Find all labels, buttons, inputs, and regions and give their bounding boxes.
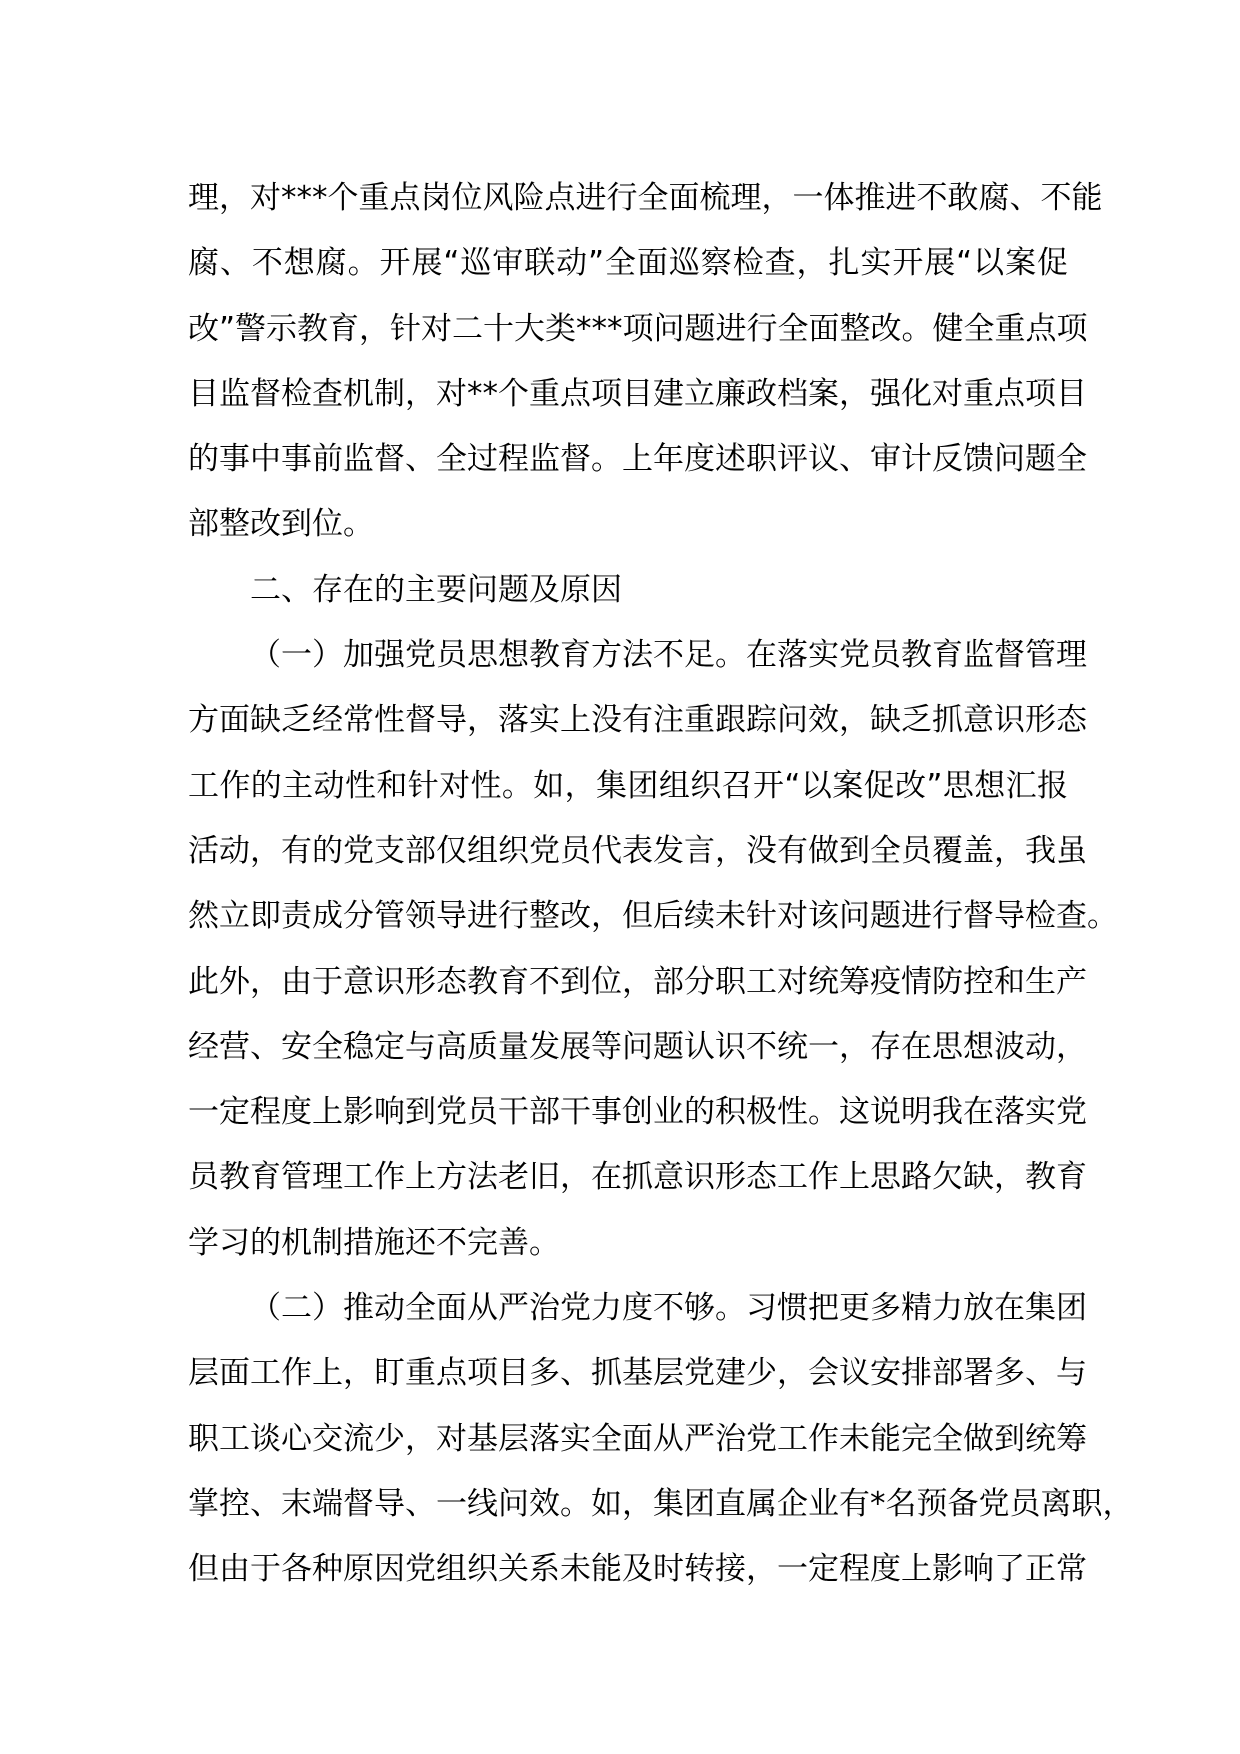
paragraph-line: 目监督检查机制，对**个重点项目建立廉政档案，强化对重点项目	[188, 375, 1087, 412]
paragraph-line: 员教育管理工作上方法老旧，在抓意识形态工作上思路欠缺，教育	[188, 1159, 1087, 1196]
paragraph-line: 然立即责成分管领导进行整改，但后续未针对该问题进行督导检查。	[188, 898, 1118, 935]
paragraph-line: 腐、不想腐。开展“巡审联动”全面巡察检查，扎实开展“以案促	[188, 245, 1068, 282]
paragraph-line: 工作的主动性和针对性。如，集团组织召开“以案促改”思想汇报	[188, 767, 1068, 804]
paragraph-line: 职工谈心交流少，对基层落实全面从严治党工作未能完全做到统筹	[188, 1420, 1087, 1457]
paragraph-line: 改”警示教育，针对二十大类***项问题进行全面整改。健全重点项	[188, 310, 1088, 347]
paragraph-line: 经营、安全稳定与高质量发展等问题认识不统一，存在思想波动，	[188, 1028, 1087, 1065]
paragraph-line: 的事中事前监督、全过程监督。上年度述职评议、审计反馈问题全	[188, 441, 1087, 478]
paragraph-line: 层面工作上，盯重点项目多、抓基层党建少，会议安排部署多、与	[188, 1355, 1087, 1392]
paragraph-line: 方面缺乏经常性督导，落实上没有注重跟踪问效，缺乏抓意识形态	[188, 702, 1087, 739]
paragraph-line: 此外，由于意识形态教育不到位，部分职工对统筹疫情防控和生产	[188, 963, 1087, 1000]
document-body	[188, 166, 1134, 1603]
paragraph-line: 掌控、末端督导、一线问效。如，集团直属企业有*名预备党员离职，	[188, 1485, 1134, 1522]
paragraph-line: 但由于各种原因党组织关系未能及时转接，一定程度上影响了正常	[188, 1551, 1087, 1588]
paragraph-line: 活动，有的党支部仅组织党员代表发言，没有做到全员覆盖，我虽	[188, 832, 1087, 869]
paragraph-line: （一）加强党员思想教育方法不足。在落实党员教育监督管理	[250, 637, 1087, 674]
paragraph-line: 学习的机制措施还不完善。	[188, 1224, 560, 1261]
paragraph-line: 一定程度上影响到党员干部干事创业的积极性。这说明我在落实党	[188, 1094, 1087, 1131]
paragraph-line: 部整改到位。	[188, 506, 374, 543]
paragraph-line: 理，对***个重点岗位风险点进行全面梳理，一体推进不敢腐、不能	[188, 180, 1103, 216]
paragraph-line: （二）推动全面从严治党力度不够。习惯把更多精力放在集团	[250, 1290, 1087, 1327]
section-heading: 二、存在的主要问题及原因	[250, 571, 622, 608]
